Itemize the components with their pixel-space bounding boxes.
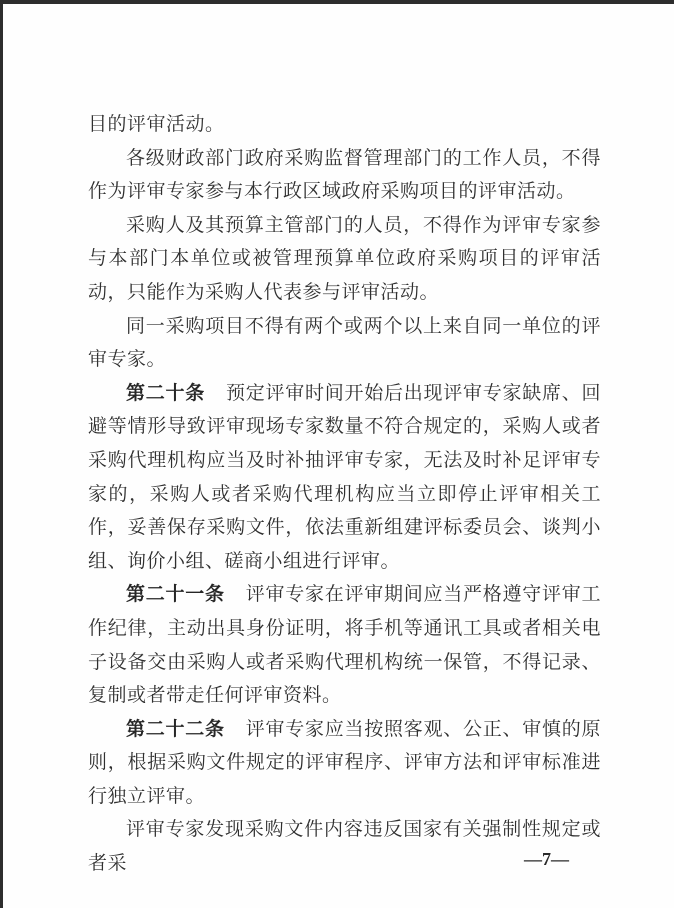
document-text-block	[88, 108, 601, 881]
paragraph	[88, 813, 601, 880]
paragraph-article-20	[88, 377, 601, 579]
scan-edge-left	[0, 0, 3, 908]
paragraph-text: 各级财政部门政府采购监督管理部门的工作人员，不得作为评审专家参与本行政区域政府采购项目的评审活动。	[88, 147, 601, 203]
paragraph-continuation	[88, 108, 601, 142]
page-number: —7—	[524, 849, 569, 869]
paragraph-text: 评审专家应当按照客观、公正、审慎的原则，根据采购文件规定的评审程序、评审方法和评审标准进行独立评审。	[88, 718, 601, 807]
scan-edge-top	[0, 0, 674, 4]
paragraph-article-21	[88, 578, 601, 712]
paragraph	[88, 310, 601, 377]
paragraph-text: 预定评审时间开始后出现评审专家缺席、回避等情形导致评审现场专家数量不符合规定的，采购人或者采购代理机构应当及时补抽评审专家，无法及时补足评审专家的，采购人或者采购代理机构应当立即停止评审相关工作，妥善保存采购文件，依法重新组建评标委员会、谈判小组、询价小组、磋商小组进行评审。	[88, 382, 601, 572]
paragraph-text: 评审专家在评审期间应当严格遵守评审工作纪律，主动出具身份证明，将手机等通讯工具或者相关电子设备交由采购人或者采购代理机构统一保管，不得记录、复制或者带走任何评审资料。	[88, 584, 601, 707]
paragraph	[88, 142, 601, 209]
paragraph-article-22	[88, 713, 601, 814]
article-number: 第二十条	[126, 382, 205, 404]
paragraph-text: 同一采购项目不得有两个或两个以上来自同一单位的评审专家。	[88, 315, 601, 371]
article-number: 第二十一条	[126, 584, 225, 606]
paragraph-text: 目的评审活动。	[88, 114, 225, 135]
paragraph-text: 评审专家发现采购文件内容违反国家有关强制性规定或者采	[88, 819, 601, 875]
article-number: 第二十二条	[126, 718, 225, 740]
paragraph-text: 采购人及其预算主管部门的人员，不得作为评审专家参与本部门本单位或被管理预算单位政府采购项目的评审活动，只能作为采购人代表参与评审活动。	[88, 214, 601, 303]
paragraph	[88, 209, 601, 310]
